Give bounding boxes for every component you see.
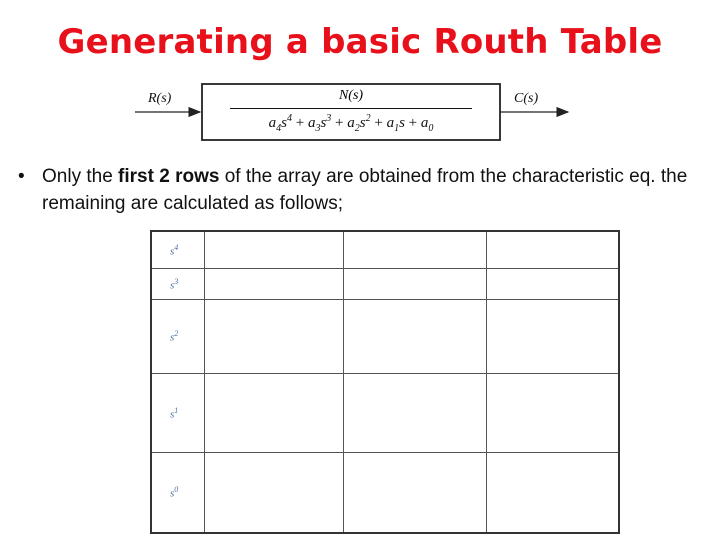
routh-cell bbox=[204, 453, 343, 534]
denominator-term: $a_3s^3$ bbox=[307, 113, 332, 134]
fraction-bar bbox=[230, 108, 472, 109]
denominator-term: $a_4s^4$ bbox=[268, 113, 292, 134]
routh-cell bbox=[486, 374, 619, 453]
bullet-dot: • bbox=[18, 166, 25, 187]
bullet-text-pre: Only the bbox=[42, 166, 119, 187]
output-label: C(s) bbox=[514, 91, 539, 106]
routh-cell bbox=[343, 300, 486, 374]
routh-table bbox=[150, 230, 620, 534]
routh-cell bbox=[486, 300, 619, 374]
routh-cell bbox=[486, 231, 619, 269]
routh-cell bbox=[343, 374, 486, 453]
routh-row bbox=[151, 374, 619, 453]
routh-cell bbox=[204, 269, 343, 300]
row-label-s2: $s^2$ bbox=[151, 300, 204, 374]
routh-cell bbox=[343, 231, 486, 269]
slide-title: Generating a basic Routh Table bbox=[57, 22, 663, 62]
operator: + bbox=[291, 115, 308, 131]
operator: + bbox=[370, 115, 387, 131]
routh-row bbox=[151, 231, 619, 269]
denominator-term: $a_1s$ bbox=[386, 115, 405, 134]
routh-cell bbox=[343, 269, 486, 300]
row-label-s3: $s^3$ bbox=[151, 269, 204, 300]
row-label-s4: $s^4$ bbox=[151, 231, 204, 269]
row-label-s1: $s^1$ bbox=[151, 374, 204, 453]
routh-row bbox=[151, 300, 619, 374]
denominator-term: $a_2s^2$ bbox=[347, 113, 371, 134]
block-diagram bbox=[130, 80, 580, 150]
routh-cell bbox=[486, 269, 619, 300]
routh-row bbox=[151, 269, 619, 300]
transfer-function bbox=[202, 84, 500, 140]
routh-cell bbox=[204, 374, 343, 453]
bullet-text-bold: first 2 rows bbox=[118, 166, 220, 187]
operator: + bbox=[331, 115, 348, 131]
denominator-term: $a_0$ bbox=[420, 115, 434, 134]
numerator: N(s) bbox=[338, 88, 364, 103]
denominator bbox=[202, 113, 500, 134]
input-label: R(s) bbox=[148, 91, 172, 106]
operator: + bbox=[404, 115, 421, 131]
row-label-s0: $s^0$ bbox=[151, 453, 204, 534]
routh-cell bbox=[204, 300, 343, 374]
routh-cell bbox=[486, 453, 619, 534]
routh-cell bbox=[343, 453, 486, 534]
routh-row bbox=[151, 453, 619, 534]
bullet-text bbox=[42, 163, 702, 217]
bullet-text-post: of the array are obtained from the characteristic eq. the remaining are calculated as follows; bbox=[42, 166, 688, 214]
routh-cell bbox=[204, 231, 343, 269]
